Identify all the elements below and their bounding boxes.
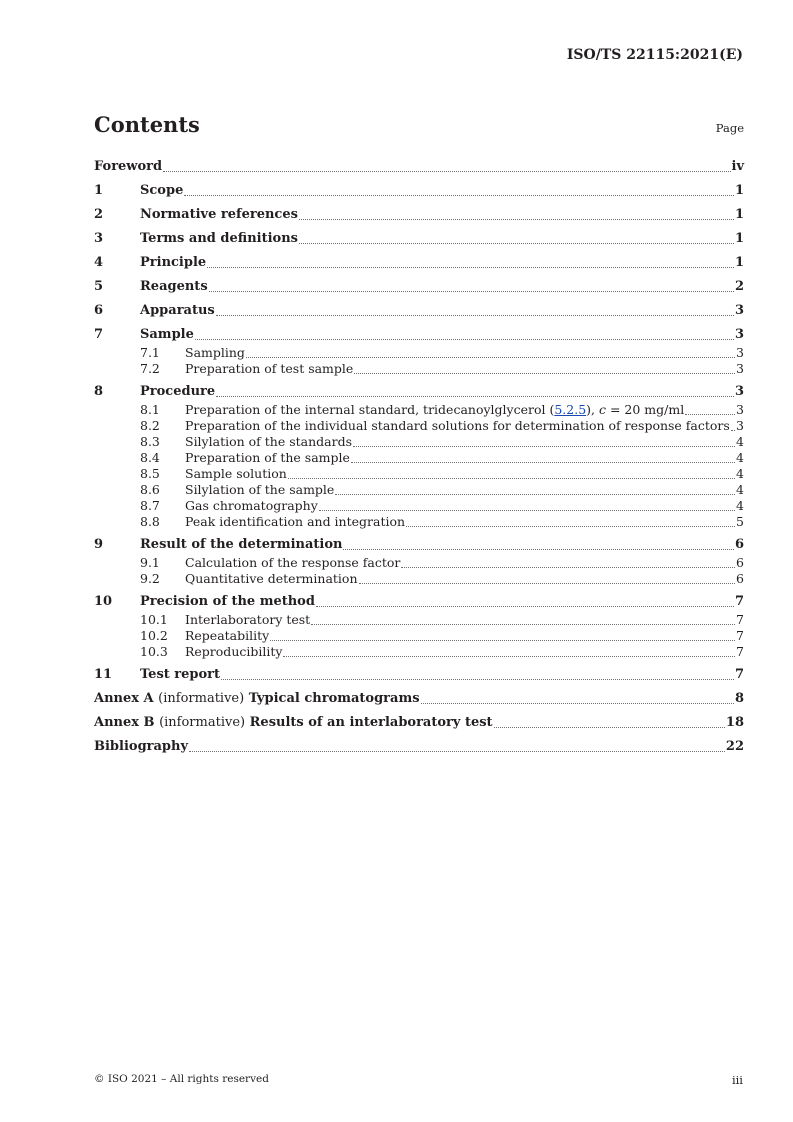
toc-entry-scope[interactable]: 1 Scope 1 bbox=[94, 182, 744, 198]
section-number: 10 bbox=[94, 593, 113, 609]
subsection-number: 8.3 bbox=[140, 433, 160, 449]
dot-leader bbox=[401, 567, 735, 568]
subsection-number: 8.5 bbox=[140, 465, 160, 481]
section-number: 7 bbox=[94, 326, 104, 342]
toc-entry-principle[interactable]: 4 Principle 1 bbox=[94, 254, 744, 270]
dot-leader bbox=[359, 583, 736, 584]
dot-leader bbox=[207, 267, 734, 268]
dot-leader bbox=[353, 446, 735, 447]
dot-leader bbox=[494, 727, 725, 728]
dot-leader bbox=[189, 751, 725, 752]
toc-entry-procedure[interactable]: 8 Procedure 3 bbox=[94, 383, 744, 399]
contents-title: Contents bbox=[94, 112, 200, 137]
subsection-number: 10.3 bbox=[140, 643, 168, 659]
toc-subentry[interactable]: 9.2 Quantitative determination 6 bbox=[140, 570, 744, 586]
toc-entry-normative-references[interactable]: 2 Normative references 1 bbox=[94, 206, 744, 222]
toc-entry-precision[interactable]: 10 Precision of the method 7 bbox=[94, 593, 744, 609]
toc-page-number: 8 bbox=[734, 690, 744, 706]
dot-leader bbox=[406, 526, 735, 527]
toc-page-number: 7 bbox=[736, 611, 744, 627]
subsection-number: 8.4 bbox=[140, 449, 160, 465]
toc-page-number: 5 bbox=[736, 513, 744, 529]
section-number: 11 bbox=[94, 666, 113, 682]
dot-leader bbox=[316, 606, 734, 607]
toc-subentry[interactable]: 10.3 Reproducibility 7 bbox=[140, 643, 744, 659]
toc-entry-bibliography[interactable]: Bibliography 22 bbox=[94, 738, 744, 754]
dot-leader bbox=[221, 679, 734, 680]
toc-page-number: 3 bbox=[736, 401, 744, 417]
dot-leader bbox=[299, 219, 734, 220]
subsection-number: 9.1 bbox=[140, 554, 160, 570]
clause-reference-link[interactable]: 5.2.5 bbox=[554, 401, 587, 417]
toc-page-number: 3 bbox=[734, 383, 744, 399]
dot-leader bbox=[216, 396, 734, 397]
toc-entry-foreword[interactable]: Foreword iv bbox=[94, 158, 744, 174]
dot-leader bbox=[283, 656, 735, 657]
subsection-number: 9.2 bbox=[140, 570, 160, 586]
dot-leader bbox=[184, 195, 734, 196]
subsection-number: 7.2 bbox=[140, 360, 160, 376]
toc-page-number: 7 bbox=[734, 593, 744, 609]
dot-leader bbox=[163, 171, 730, 172]
toc-entry-terms-definitions[interactable]: 3 Terms and definitions 1 bbox=[94, 230, 744, 246]
dot-leader bbox=[343, 549, 733, 550]
dot-leader bbox=[209, 291, 734, 292]
section-number: 1 bbox=[94, 182, 104, 198]
toc-entry-result[interactable]: 9 Result of the determination 6 bbox=[94, 536, 744, 552]
toc-entry-apparatus[interactable]: 6 Apparatus 3 bbox=[94, 302, 744, 318]
toc-page-number: 3 bbox=[734, 326, 744, 342]
dot-leader bbox=[246, 357, 735, 358]
dot-leader bbox=[270, 640, 735, 641]
toc-entry-annex-b[interactable]: Annex B (informative) Results of an interlaboratory test 18 bbox=[94, 714, 744, 730]
toc-subentry[interactable]: 8.1 Preparation of the internal standard, tridecanoylglycerol (5.2.5), c = 20 mg/ml 3 bbox=[140, 401, 744, 417]
document-code: ISO/TS 22115:2021(E) bbox=[566, 47, 743, 63]
subsection-number: 10.1 bbox=[140, 611, 168, 627]
toc-page-number: iv bbox=[731, 158, 744, 174]
table-of-contents bbox=[94, 154, 744, 758]
toc-page-number: 4 bbox=[736, 481, 744, 497]
toc-page-number: 2 bbox=[734, 278, 744, 294]
toc-page-number: 7 bbox=[736, 627, 744, 643]
toc-page-number: 3 bbox=[734, 302, 744, 318]
section-number: 6 bbox=[94, 302, 104, 318]
dot-leader bbox=[354, 373, 735, 374]
section-number: 3 bbox=[94, 230, 104, 246]
toc-page-number: 1 bbox=[734, 254, 744, 270]
subsection-number: 7.1 bbox=[140, 344, 160, 360]
toc-subentry[interactable]: 8.2 Preparation of the individual standard solutions for determination of response factors 3 bbox=[140, 417, 744, 433]
toc-entry-sample[interactable]: 7 Sample 3 bbox=[94, 326, 744, 342]
toc-subentry[interactable]: 8.7 Gas chromatography 4 bbox=[140, 497, 744, 513]
dot-leader bbox=[319, 510, 735, 511]
section-number: 2 bbox=[94, 206, 104, 222]
page-number: iii bbox=[731, 1073, 743, 1087]
toc-page-number: 7 bbox=[736, 643, 744, 659]
toc-page-number: 4 bbox=[736, 449, 744, 465]
toc-page-number: 1 bbox=[734, 206, 744, 222]
toc-page-number: 6 bbox=[736, 570, 744, 586]
section-number: 4 bbox=[94, 254, 104, 270]
toc-page-number: 7 bbox=[734, 666, 744, 682]
subsection-number: 10.2 bbox=[140, 627, 168, 643]
toc-subentry[interactable]: 10.1 Interlaboratory test 7 bbox=[140, 611, 744, 627]
toc-entry-test-report[interactable]: 11 Test report 7 bbox=[94, 666, 744, 682]
toc-subentry[interactable]: 8.8 Peak identification and integration 5 bbox=[140, 513, 744, 529]
section-number: 8 bbox=[94, 383, 104, 399]
toc-page-number: 3 bbox=[736, 417, 744, 433]
dot-leader bbox=[685, 414, 735, 415]
dot-leader bbox=[311, 624, 735, 625]
subsection-number: 8.1 bbox=[140, 401, 160, 417]
toc-page-number: 3 bbox=[736, 360, 744, 376]
toc-subentry[interactable]: 8.6 Silylation of the sample 4 bbox=[140, 481, 744, 497]
toc-page-number: 6 bbox=[734, 536, 744, 552]
concentration-symbol: c bbox=[598, 401, 606, 417]
toc-page-number: 18 bbox=[725, 714, 744, 730]
toc-subentry[interactable]: 9.1 Calculation of the response factor 6 bbox=[140, 554, 744, 570]
toc-page-number: 6 bbox=[736, 554, 744, 570]
toc-subentry[interactable]: 8.5 Sample solution 4 bbox=[140, 465, 744, 481]
subsection-number: 8.8 bbox=[140, 513, 160, 529]
toc-page-number: 4 bbox=[736, 433, 744, 449]
dot-leader bbox=[216, 315, 734, 316]
toc-subentry[interactable]: 7.1 Sampling 3 bbox=[140, 344, 744, 360]
dot-leader bbox=[731, 430, 735, 431]
toc-entry-annex-a[interactable]: Annex A (informative) Typical chromatograms 8 bbox=[94, 690, 744, 706]
subsection-number: 8.6 bbox=[140, 481, 160, 497]
toc-entry-reagents[interactable]: 5 Reagents 2 bbox=[94, 278, 744, 294]
section-number: 9 bbox=[94, 536, 104, 552]
dot-leader bbox=[288, 478, 735, 479]
toc-subentry[interactable]: 8.4 Preparation of the sample 4 bbox=[140, 449, 744, 465]
dot-leader bbox=[421, 703, 734, 704]
dot-leader bbox=[299, 243, 734, 244]
subsection-number: 8.2 bbox=[140, 417, 160, 433]
toc-page-number: 1 bbox=[734, 230, 744, 246]
toc-page-number: 3 bbox=[736, 344, 744, 360]
dot-leader bbox=[195, 339, 734, 340]
subsection-number: 8.7 bbox=[140, 497, 160, 513]
contents-header bbox=[94, 112, 744, 137]
toc-page-number: 4 bbox=[736, 465, 744, 481]
toc-subentry[interactable]: 10.2 Repeatability 7 bbox=[140, 627, 744, 643]
toc-page-number: 22 bbox=[725, 738, 744, 754]
dot-leader bbox=[351, 462, 735, 463]
toc-page-number: 1 bbox=[734, 182, 744, 198]
dot-leader bbox=[335, 494, 735, 495]
page-column-label: Page bbox=[715, 121, 744, 135]
toc-page-number: 4 bbox=[736, 497, 744, 513]
copyright-notice: © ISO 2021 – All rights reserved bbox=[94, 1073, 269, 1085]
toc-subentry[interactable]: 7.2 Preparation of test sample 3 bbox=[140, 360, 744, 376]
toc-subentry[interactable]: 8.3 Silylation of the standards 4 bbox=[140, 433, 744, 449]
section-number: 5 bbox=[94, 278, 104, 294]
